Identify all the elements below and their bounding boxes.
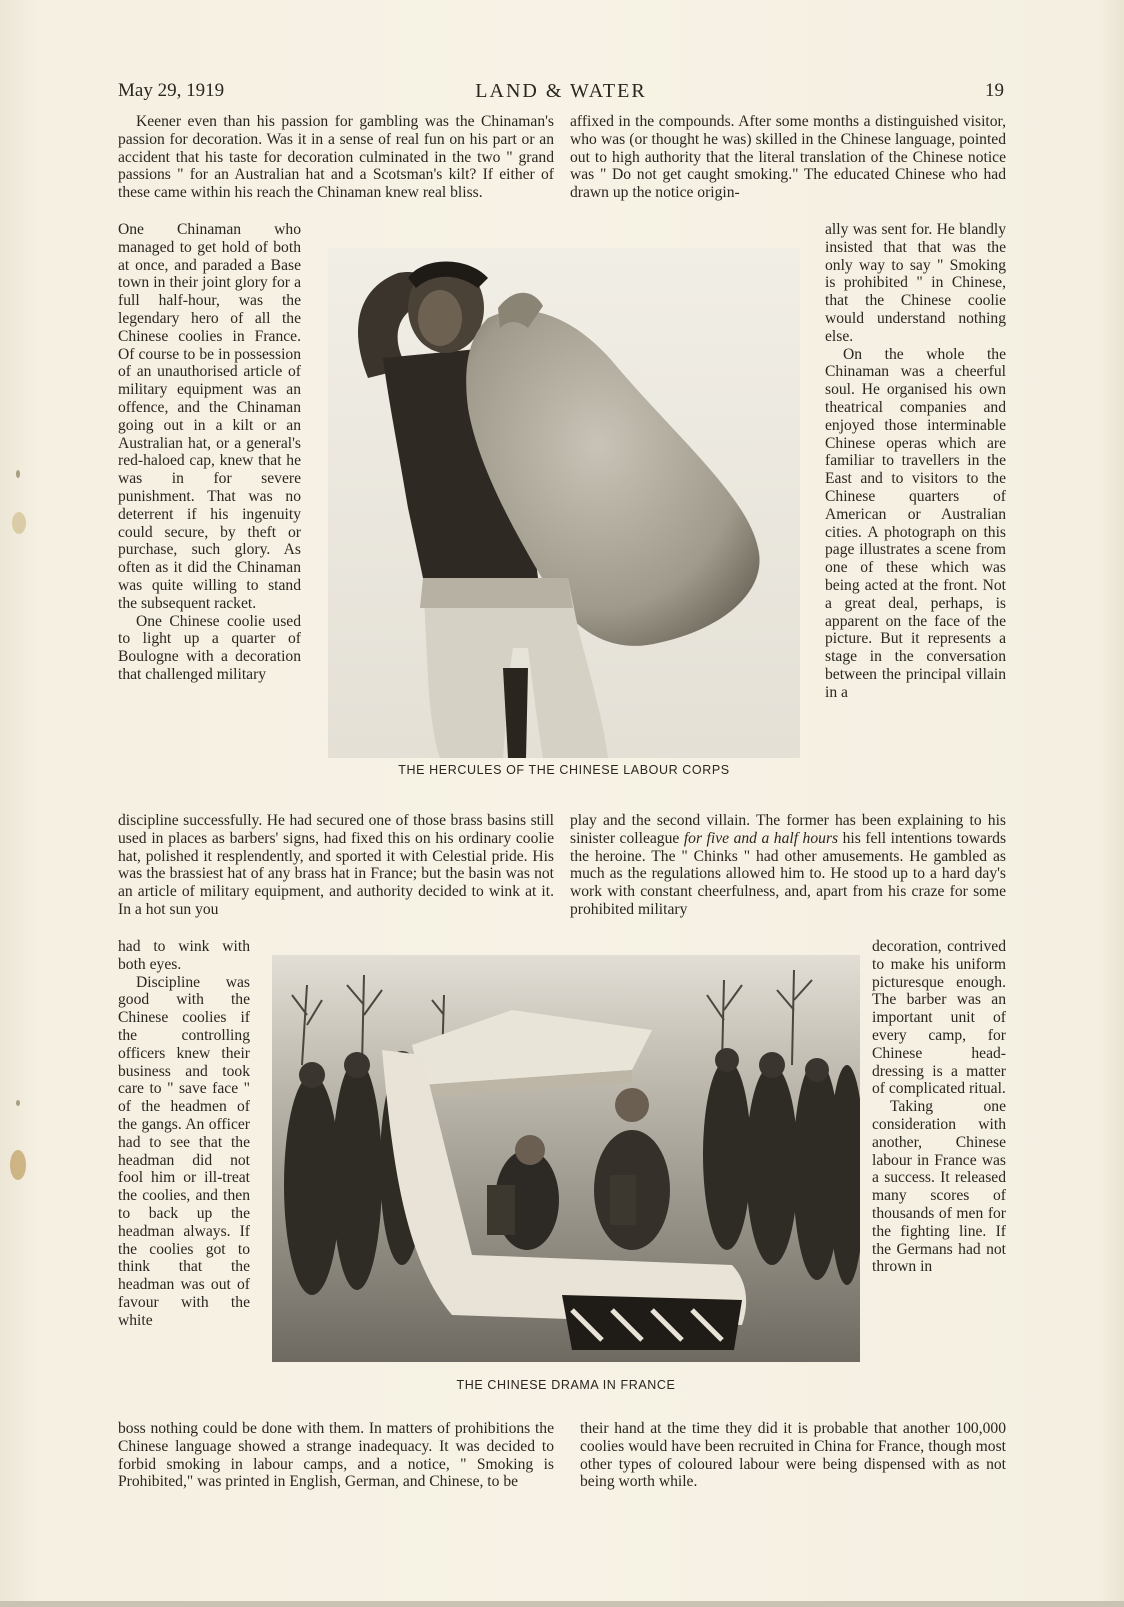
coolie-with-sack-illustration	[328, 248, 800, 758]
col2-top-paragraph: affixed in the compounds. After some months a distinguished visitor, who was (or thought he was) skilled in the Chinese language, pointed out to high authority that the literal translation of the Chinese notice was " Do not get caught smoking." The educated Chinese who had drawn up the notice origin-	[570, 113, 1006, 202]
col2-narrow2-paragraph-2: Taking one consideration with another, Chinese labour in France was a success. It released many scores of thousands of men for the fighting line. If the Germans had not thrown in	[872, 1098, 1006, 1276]
masthead: LAND & WATER	[475, 80, 647, 102]
col1-bottom-paragraph: boss nothing could be done with them. In matters of prohibitions the Chinese language showed a strange inadequacy. It was decided to forbid smoking in labour camps, and a notice, " Smoking is Prohibited," was printed in English, German, and Chinese, to be	[118, 1420, 554, 1491]
photo-chinese-drama	[272, 955, 860, 1362]
col2-mid-text-b: his fell intentions towards the heroine. The " Chinks " had other amusements. He gambled as much as the regulations allowed him to. He stood up to a hard day's work with constant cheerfulness, and, apart from his craze for some prohibited military	[570, 829, 1007, 918]
photo-chinese-drama-caption: THE CHINESE DRAMA IN FRANCE	[456, 1378, 676, 1392]
col2-narrow-text	[825, 221, 1006, 702]
photo-hercules	[328, 248, 800, 758]
col1-bottom-text	[118, 1420, 554, 1491]
col1-narrow-paragraph: One Chinaman who managed to get hold of both at once, and paraded a Base town in their joint glory for a full half-hour, was the legendary hero of all the Chinese coolies in France. Of course to be in possession of an unauthorised article of military equipment was an offence, and the Chinaman going out in a kilt or an Australian hat, or a general's red-haloed cap, knew that he was in for severe punishment. That was no deterrent if his ingenuity could secure, by theft or purchase, such glory. As often as it did the Chinaman was quite willing to stand the subsequent racket.	[118, 221, 301, 612]
col1-top-paragraph: Keener even than his passion for gambling was the Chinaman's passion for decoration. Was it in a sense of real fun on his part or an accident that his taste for decoration culminated in the two " grand passions " for an Australian hat and a Scotsman's kilt? If either of these came within his reach the Chinaman knew real bliss.	[118, 113, 554, 202]
page-number: 19	[985, 80, 1004, 101]
col2-narrow-paragraph-2: On the whole the Chinaman was a cheerful soul. He organised his own theatrical companies and enjoyed those interminable Chinese operas which are familiar to travellers in the East and to visitors to the Chinese quarters of American or Australian cities. A photograph on this page illustrates a scene from one of these which was being acted at the front. Not a great deal, perhaps, is apparent on the face of the picture. But it represents a stage in the conversation between the principal villain in a	[825, 345, 1006, 701]
col1-narrow2-paragraph: had to wink with both eyes.	[118, 938, 250, 973]
col1-narrow-paragraph-2: One Chinese coolie used to light up a quarter of Boulogne with a decoration that challenged military	[118, 612, 301, 683]
page-bottom-edge	[0, 1601, 1124, 1607]
running-header	[118, 80, 1004, 110]
col2-mid-text	[570, 812, 1006, 919]
col2-top-text	[570, 113, 1006, 202]
col1-mid-paragraph: discipline successfully. He had secured one of those brass basins still used in places as barbers' signs, had fixed this on his ordinary coolie hat, polished it resplendently, and sported it with Celestial pride. His was the brassiest hat of any brass hat in France; but the basin was not an article of military equipment, and authority decided to wink at it. In a hot sun you	[118, 812, 554, 918]
col1-narrow-text	[118, 221, 301, 684]
col2-mid-italic: for five and a half hours	[683, 829, 839, 847]
theatre-scene-illustration	[272, 955, 860, 1362]
col1-narrow2-text	[118, 938, 250, 1330]
col2-narrow-paragraph: ally was sent for. He blandly insisted that that was the only way to say " Smoking is prohibited " in Chinese, that the Chinese coolie would understand nothing else.	[825, 221, 1006, 345]
col1-top-text	[118, 113, 554, 202]
col2-mid-text-a: play and the second villain. The former has been explaining to his sinister colleague	[570, 812, 1006, 847]
issue-date: May 29, 1919	[118, 80, 225, 101]
col2-bottom-text	[580, 1420, 1006, 1491]
col2-bottom-paragraph: their hand at the time they did it is probable that another 100,000 coolies would have been recruited in China for France, though most other types of coloured labour were being dispensed with as not being worth while.	[580, 1420, 1006, 1491]
col2-narrow2-paragraph: decoration, contrived to make his uniform picturesque enough. The barber was an important unit of every camp, for Chinese head-dressing is a matter of complicated ritual.	[872, 938, 1006, 1098]
col2-narrow2-text	[872, 938, 1006, 1276]
photo-hercules-caption: THE HERCULES OF THE CHINESE LABOUR CORPS	[398, 763, 730, 777]
col2-mid-paragraph	[570, 812, 1006, 919]
col1-mid-text	[118, 812, 554, 919]
col1-narrow2-paragraph-2: Discipline was good with the Chinese coolies if the controlling officers knew their business and took care to " save face " of the headmen of the gangs. An officer had to see that the headman did not fool him or ill-treat the coolies, and then to back up the headman always. If the coolies got to think that the headman was out of favour with the white	[118, 973, 250, 1329]
